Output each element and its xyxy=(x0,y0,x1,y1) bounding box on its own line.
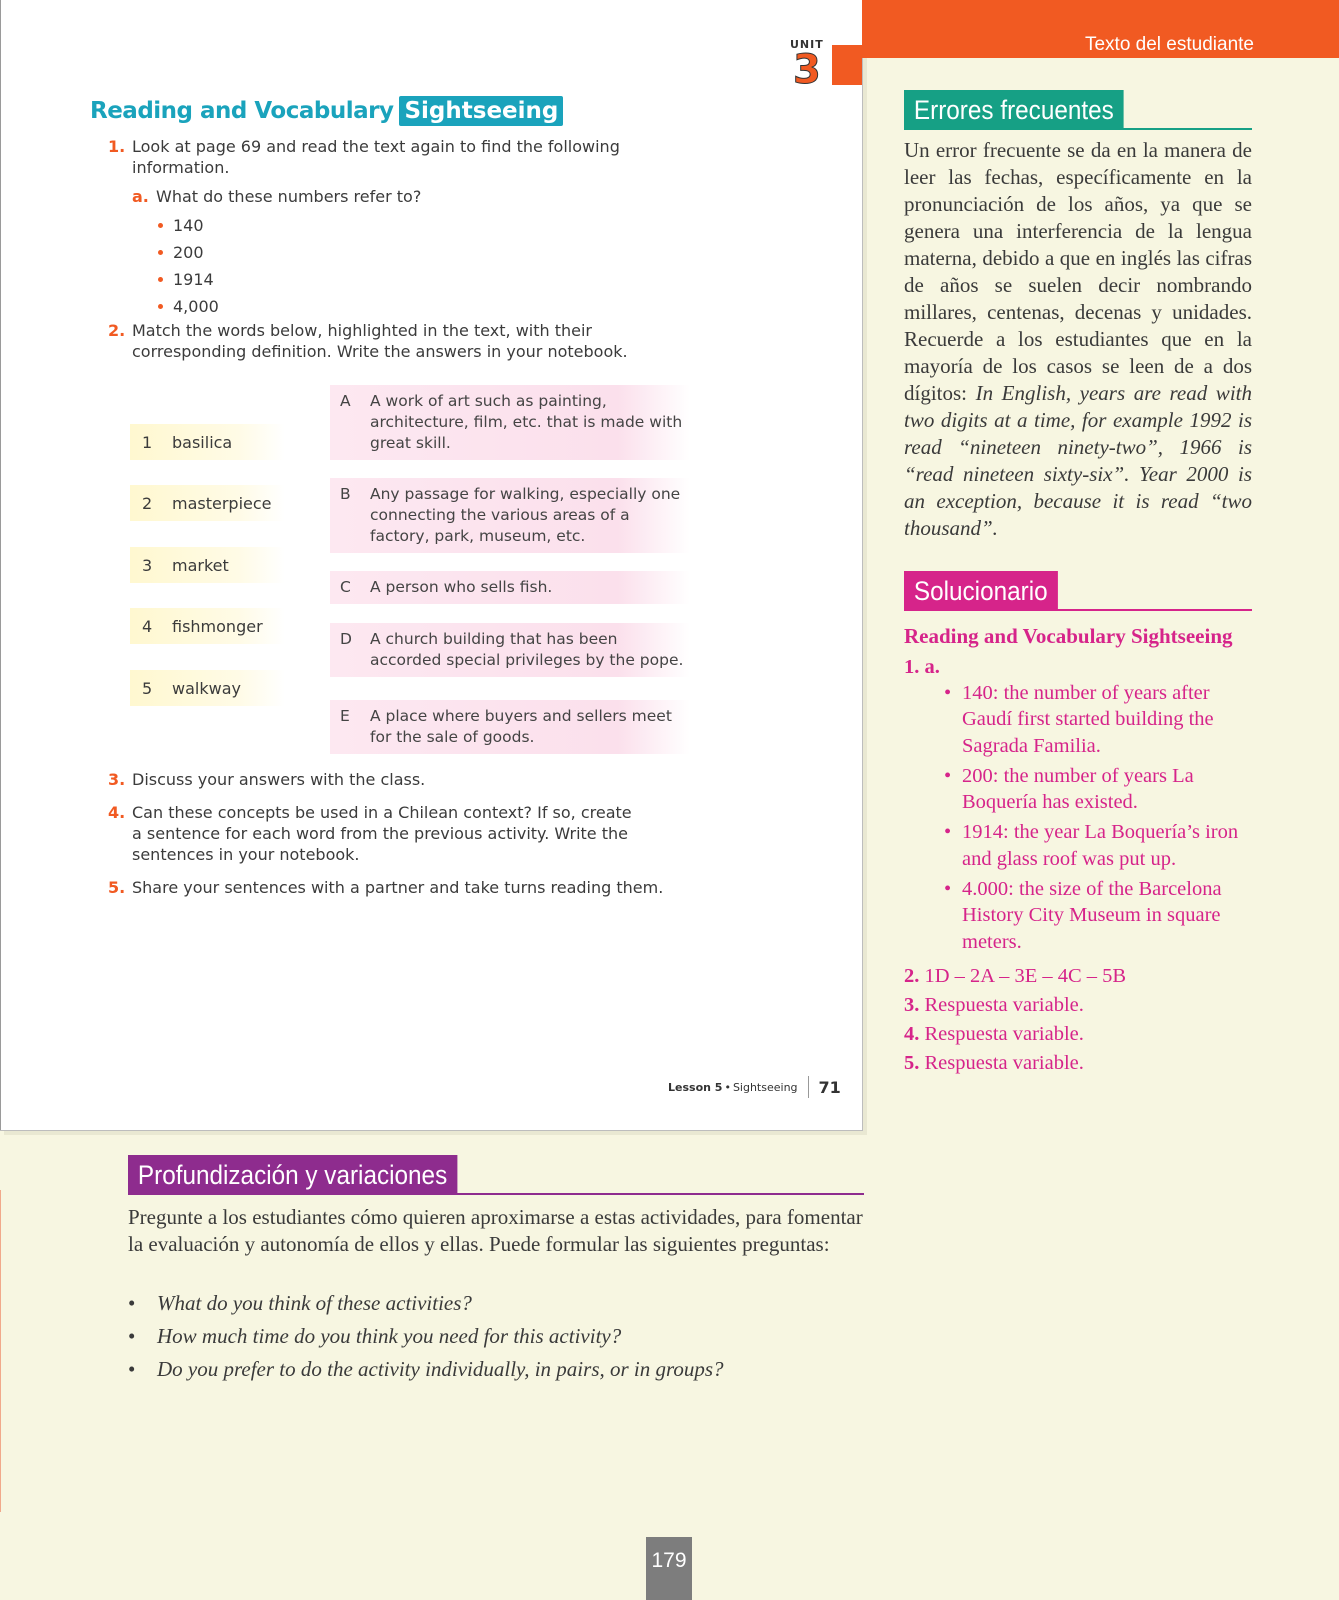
exercise-1a xyxy=(132,186,576,207)
list-item: • 200: the number of years La Boquería has existed. xyxy=(944,763,1254,816)
unit-number: 3 xyxy=(792,47,821,93)
solution-4: 4. Respuesta variable. xyxy=(904,1023,1084,1045)
solution-1-list xyxy=(944,680,1254,959)
exercise-3 xyxy=(108,769,662,790)
list-item: • Do you prefer to do the activity individually, in pairs, or in groups? xyxy=(128,1356,868,1389)
errores-title: Errores frecuentes xyxy=(904,90,1124,130)
page-left-border xyxy=(0,0,1,1130)
match-definition: D A church building that has been accorded special privileges by the pope. xyxy=(330,623,690,677)
exercise-2 xyxy=(108,320,662,362)
footer-lesson: Lesson 5 xyxy=(668,1080,723,1094)
match-definition: B Any passage for walking, especially one connecting the various areas of a factory, park, museum, etc. xyxy=(330,478,690,553)
list-item: 1914 xyxy=(158,266,219,293)
solucionario-heading xyxy=(904,571,1252,611)
match-definition: E A place where buyers and sellers meet for the sale of goods. xyxy=(330,700,690,754)
errores-heading xyxy=(904,90,1252,130)
student-page-footer xyxy=(668,1076,841,1098)
exercise-5-text: Share your sentences with a partner and take turns reading them. xyxy=(132,878,664,897)
exercise-5-number: 5. xyxy=(108,878,126,897)
match-word: 5 walkway xyxy=(130,670,285,706)
numbers-list xyxy=(158,212,219,320)
bullet-icon xyxy=(158,223,163,228)
list-item: • 4.000: the size of the Barcelona History City Museum in square meters. xyxy=(944,876,1254,955)
profundizacion-questions xyxy=(128,1290,868,1389)
match-word: 1 basilica xyxy=(130,424,285,460)
profundizacion-heading xyxy=(128,1155,864,1195)
footer-topic: Sightseeing xyxy=(732,1080,798,1094)
exercise-2-number: 2. xyxy=(108,321,126,340)
unit-badge xyxy=(790,38,824,93)
exercise-2-text: Match the words below, highlighted in the text, with their corresponding definition. Write the answers in your notebook. xyxy=(132,321,628,361)
student-book-page xyxy=(0,0,863,1131)
exercise-3-number: 3. xyxy=(108,770,126,789)
exercise-1a-text: What do these numbers refer to? xyxy=(156,187,422,206)
exercise-5 xyxy=(108,877,732,898)
section-heading xyxy=(90,96,563,126)
list-item: 200 xyxy=(158,239,219,266)
unit-label: UNIT xyxy=(790,38,824,51)
unit-color-tab xyxy=(832,45,862,85)
section-title: Reading and Vocabulary xyxy=(90,98,394,124)
bullet-icon xyxy=(158,304,163,309)
solucionario-title: Solucionario xyxy=(904,571,1058,611)
bullet-icon xyxy=(158,250,163,255)
exercise-1a-label: a. xyxy=(132,187,149,206)
exercise-1-number: 1. xyxy=(108,137,126,156)
list-item: • 1914: the year La Boquería’s iron and glass roof was put up. xyxy=(944,819,1254,872)
student-page-number: 71 xyxy=(818,1077,841,1097)
footer-divider xyxy=(808,1076,809,1098)
exercise-4-number: 4. xyxy=(108,803,126,822)
profundizacion-rule xyxy=(128,1193,864,1195)
list-item: • How much time do you think you need for this activity? xyxy=(128,1323,868,1356)
errores-rule xyxy=(904,128,1252,130)
list-item: 140 xyxy=(158,212,219,239)
exercise-4 xyxy=(108,802,642,865)
header-title: Texto del estudiante xyxy=(1084,34,1254,55)
exercise-4-text: Can these concepts be used in a Chilean context? If so, create a sentence for each word from the previous activity. Write the sentences in your notebook. xyxy=(132,803,632,864)
match-word: 2 masterpiece xyxy=(130,485,285,521)
footer-dot: • xyxy=(724,1080,731,1094)
bullet-icon xyxy=(158,277,163,282)
solucionario-rule xyxy=(904,609,1252,611)
match-word: 3 market xyxy=(130,547,285,583)
exercise-1-text: Look at page 69 and read the text again to find the following information. xyxy=(132,137,620,177)
profundizacion-text: Pregunte a los estudiantes cómo quieren aproximarse a estas actividades, para fomentar la evaluación y autonomía de ellos y ellas. Puede formular las siguientes preguntas: xyxy=(128,1205,863,1256)
errores-text: Un error frecuente se da en la manera de leer las fechas, específicamente en la pronunciación de los años, ya que se genera una interferencia de la lengua materna, debido a que en inglés las cifras de años se suelen decir nombrando millares, centenas, decenas y unidades. Recuerde a los estudiantes que en la mayoría de los casos se leen de a dos dígitos: In English, years are read with two digits at a time, for example 1992 is read “nineteen ninety-two”, 1966 is “read nineteen sixty-six”. Year 2000 is an exception, because it is read “two thousand”. xyxy=(904,138,1252,540)
exercise-1 xyxy=(108,136,652,178)
match-definition: C A person who sells fish. xyxy=(330,571,690,604)
solution-3: 3. Respuesta variable. xyxy=(904,994,1084,1016)
solution-1-number: 1. a. xyxy=(904,656,940,678)
list-item: 4,000 xyxy=(158,293,219,320)
exercise-3-text: Discuss your answers with the class. xyxy=(132,770,426,789)
left-margin-line xyxy=(0,1190,1,1512)
top-header-bar xyxy=(862,0,1339,58)
list-item: • What do you think of these activities? xyxy=(128,1290,868,1323)
solution-5: 5. Respuesta variable. xyxy=(904,1052,1084,1074)
page-number: 179 xyxy=(646,1537,692,1600)
match-word: 4 fishmonger xyxy=(130,608,285,644)
solution-2: 2. 1D – 2A – 3E – 4C – 5B xyxy=(904,965,1127,987)
solucionario-subtitle: Reading and Vocabulary Sightseeing xyxy=(904,624,1233,648)
match-definition: A A work of art such as painting, architecture, film, etc. that is made with great skill. xyxy=(330,385,690,460)
profundizacion-title: Profundización y variaciones xyxy=(128,1155,457,1195)
section-topic: Sightseeing xyxy=(399,96,563,126)
list-item: • 140: the number of years after Gaudí first started building the Sagrada Familia. xyxy=(944,680,1254,759)
